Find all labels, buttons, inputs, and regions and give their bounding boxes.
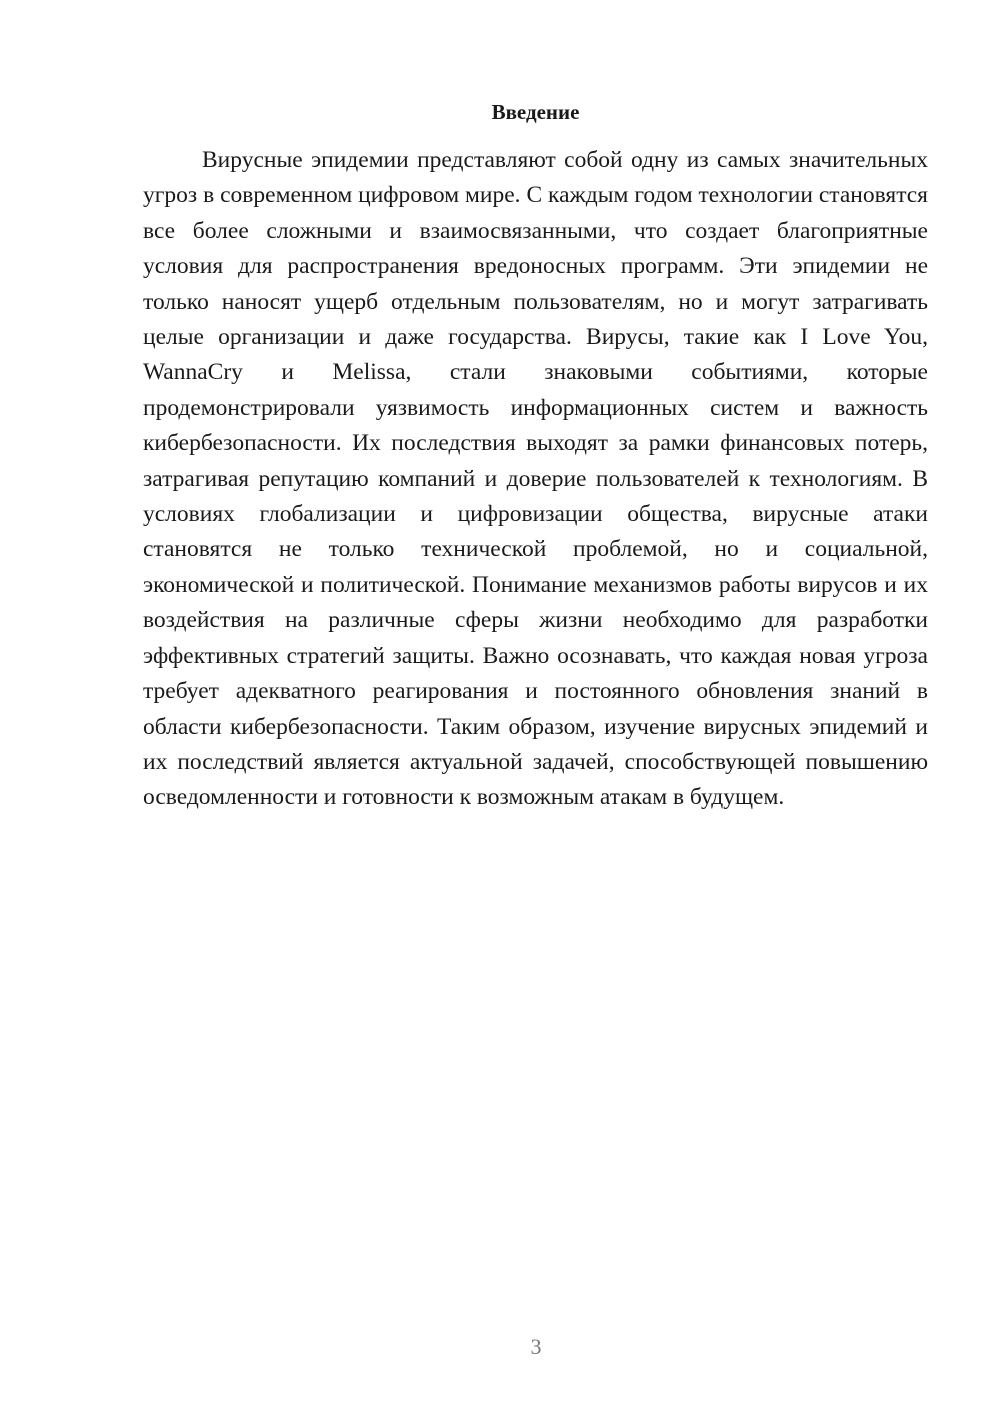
body-paragraph: Вирусные эпидемии представляют собой одну из самых значительных угроз в современном цифровом мире. С каждым годом технологии становятся все более сложными и взаимосвязанными, что создает благоприятные условия для распространения вредоносных программ. Эти эпидемии не только наносят ущерб отдельным пользователям, но и могут затрагивать целые организации и даже государства. Вирусы, такие как I Love You, WannaCry и Melissa, стали знаковыми событиями, которые продемонстрировали уязвимость информационных систем и важность кибербезопасности. Их последствия выходят за рамки финансовых потерь, затрагивая репутацию компаний и доверие пользователей к технологиям. В условиях глобализации и цифровизации общества, вирусные атаки становятся не только технической проблемой, но и социальной, экономической и политической. Понимание механизмов работы вирусов и их воздействия на различные сферы жизни необходимо для разработки эффективных стратегий защиты. Важно осознавать, что каждая новая угроза требует адекватного реагирования и постоянного обновления знаний в области кибербезопасности. Таким образом, изучение вирусных эпидемий и их последствий является актуальной задачей, способствующей повышению осведомленности и готовности к возможным атакам в будущем. bbox=[143, 147, 928, 811]
section-heading: Введение bbox=[491, 100, 580, 124]
page-number: 3 bbox=[530, 1334, 542, 1359]
